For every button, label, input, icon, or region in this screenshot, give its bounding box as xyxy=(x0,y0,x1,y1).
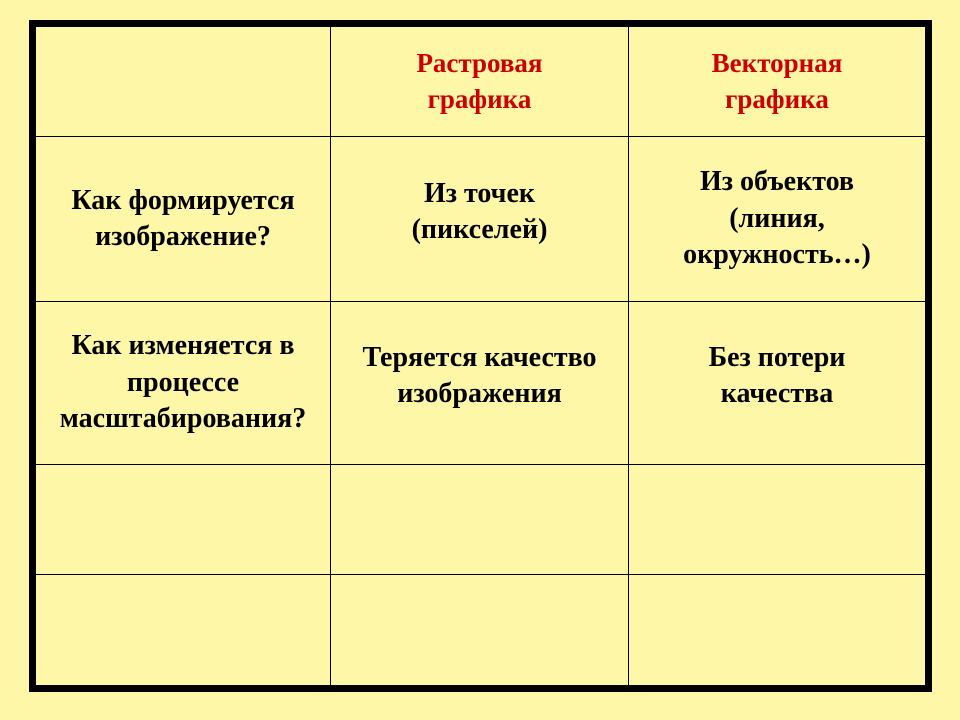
row2-raster-cell xyxy=(331,302,629,465)
row3-question-cell xyxy=(36,465,331,575)
row2-vector-text: Без потери качества xyxy=(708,341,846,409)
row2-raster-text: Теряется качество изображения xyxy=(362,341,597,409)
header-vector-cell xyxy=(629,27,925,137)
header-raster-cell xyxy=(331,27,629,137)
row1-raster-text: Из точек (пикселей) xyxy=(411,177,548,245)
row2-vector-cell xyxy=(629,302,925,465)
row2-question-cell xyxy=(36,302,331,465)
row4-raster-cell xyxy=(331,575,629,692)
row1-vector-cell xyxy=(629,137,925,302)
row1-question-cell xyxy=(36,137,331,302)
row4-question-cell xyxy=(36,575,331,692)
header-raster-text: Растровая графика xyxy=(416,48,543,114)
row1-question-text: Как формируется изображение? xyxy=(71,184,295,252)
row1-vector-text: Из объектов (линия, окружность…) xyxy=(683,166,871,271)
row3-raster-cell xyxy=(331,465,629,575)
row1-raster-cell xyxy=(331,137,629,302)
header-vector-text: Векторная графика xyxy=(711,48,843,114)
header-empty-cell xyxy=(36,27,331,137)
row2-question-text: Как изменяется в процессе масштабирования? xyxy=(59,330,307,435)
comparison-table xyxy=(29,20,932,692)
row3-vector-cell xyxy=(629,465,925,575)
row4-vector-cell xyxy=(629,575,925,692)
